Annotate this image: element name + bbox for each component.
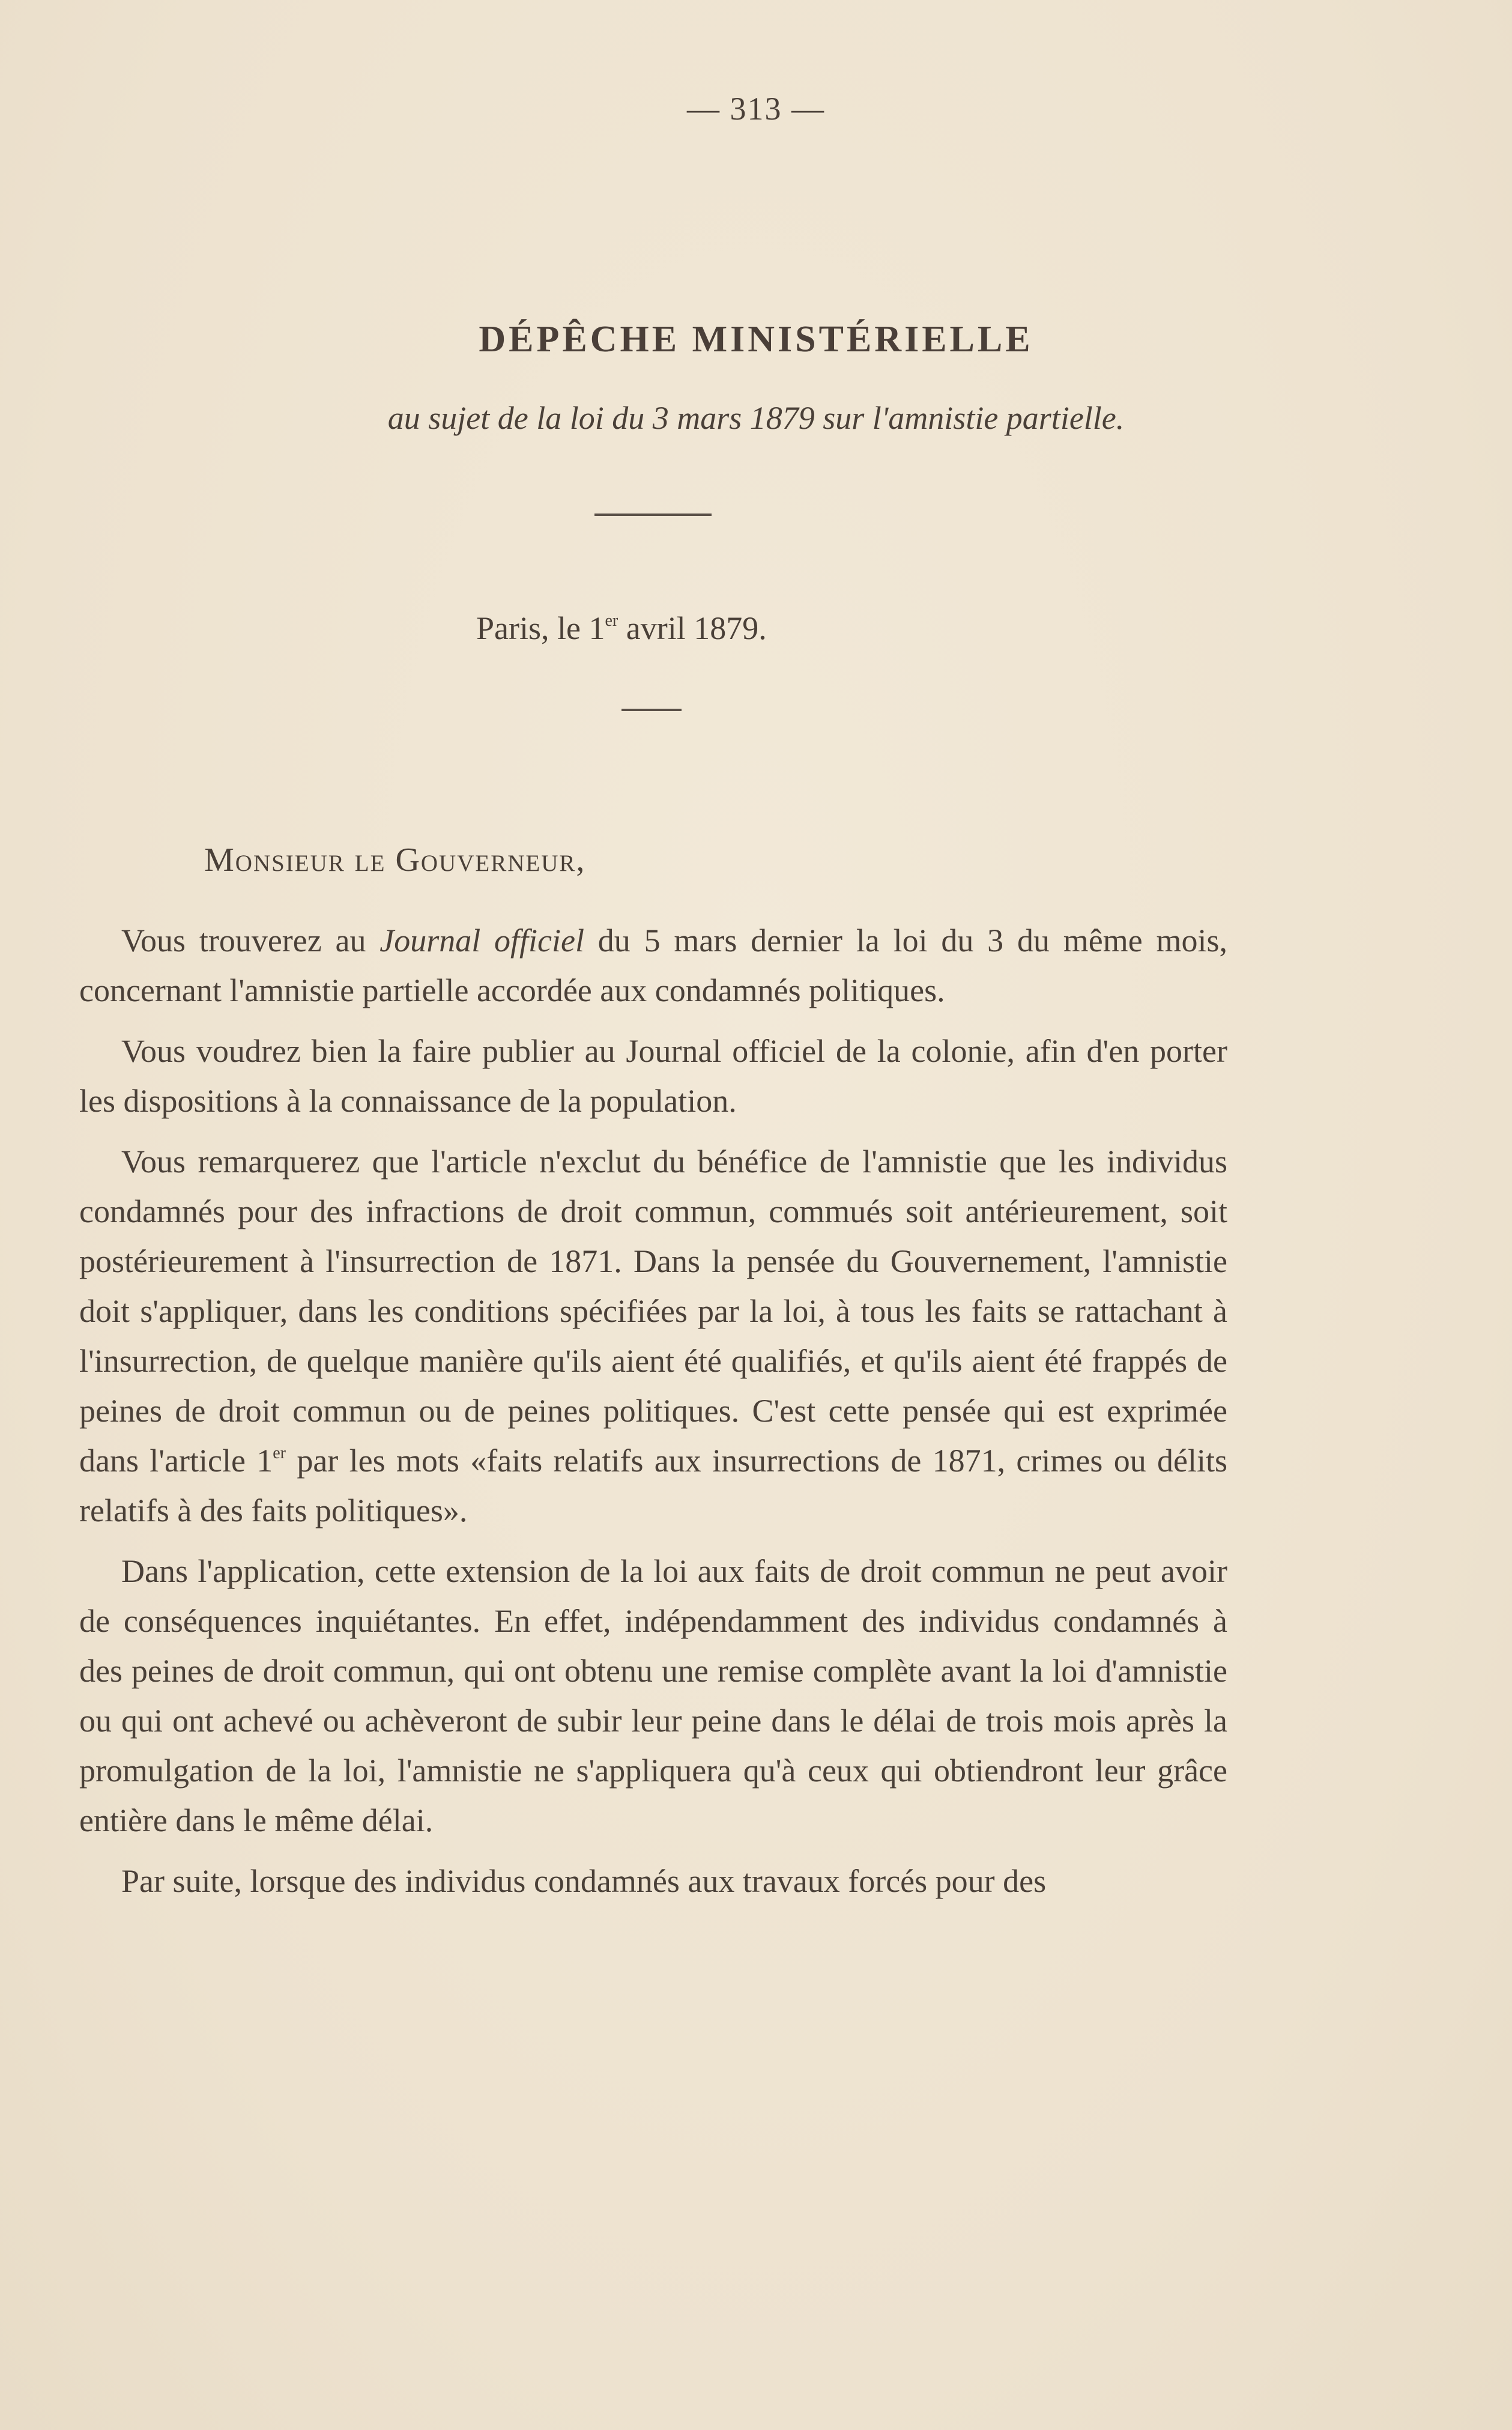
separator-rule [621, 709, 682, 711]
paragraph-text: Vous remarquerez que l'article n'exclut du bénéfice de l'amnistie que les individus condamnés pour des infractions de droit commun, commués soit antérieurement, soit postérieurement à l'insurrection de 1871. Dans la pensée du Gouvernement, l'amnistie doit s'appliquer, dans les conditions spécifiées par la loi, à tous les faits se rattachant à l'insurrection, de quelque manière qu'ils aient été qualifiés, et qu'ils aient été frappés de peines de droit commun ou de peines politiques. C'est cette pensée qui est exprimée dans l'article 1 [79, 1144, 1227, 1479]
letter-body [79, 916, 1227, 1917]
dateline-month-year: avril 1879. [618, 610, 767, 646]
dateline-place-day: Paris, le 1 [476, 610, 605, 646]
separator-rule [594, 514, 712, 516]
paragraph: Dans l'application, cette extension de la loi aux faits de droit commun ne peut avoir de conséquences inquiétantes. En effet, indépendamment des individus condamnés à des peines de droit commun, qui ont obtenu une remise complète avant la loi d'amnistie ou qui ont achevé ou achèveront de subir leur peine dans le délai de trois mois après la promulgation de la loi, l'amnistie ne s'appliquera qu'à ceux qui obtiendront leur grâce entière dans le même délai. [79, 1553, 1227, 1838]
paragraph [79, 1137, 1227, 1536]
paragraph: Vous voudrez bien la faire publier au Journal officiel de la colonie, afin d'en porter les dispositions à la connaissance de la population. [79, 1033, 1227, 1119]
paragraph-text: par les mots «faits relatifs aux insurrections de 1871, crimes ou délits relatifs à des faits politiques». [79, 1443, 1228, 1529]
journal-title: Journal officiel [380, 923, 584, 959]
page-number: — 313 — [687, 91, 825, 127]
salutation: Monsieur le Gouverneur, [204, 841, 586, 879]
paragraph-text: du 5 mars dernier la loi du 3 du même mois, concernant l'amnistie partielle accordée aux condamnés politiques. [79, 923, 1228, 1008]
paragraph [79, 916, 1227, 1016]
ordinal-superscript: er [273, 1444, 286, 1462]
paragraph-text: Vous trouverez au [121, 923, 380, 959]
dateline [476, 610, 767, 647]
document-subtitle: au sujet de la loi du 3 mars 1879 sur l'amnistie partielle. [387, 400, 1125, 436]
document-title: DÉPÊCHE MINISTÉRIELLE [479, 319, 1033, 360]
dateline-ordinal: er [605, 611, 618, 630]
paragraph: Par suite, lorsque des individus condamnés aux travaux forcés pour des [121, 1863, 1047, 1899]
